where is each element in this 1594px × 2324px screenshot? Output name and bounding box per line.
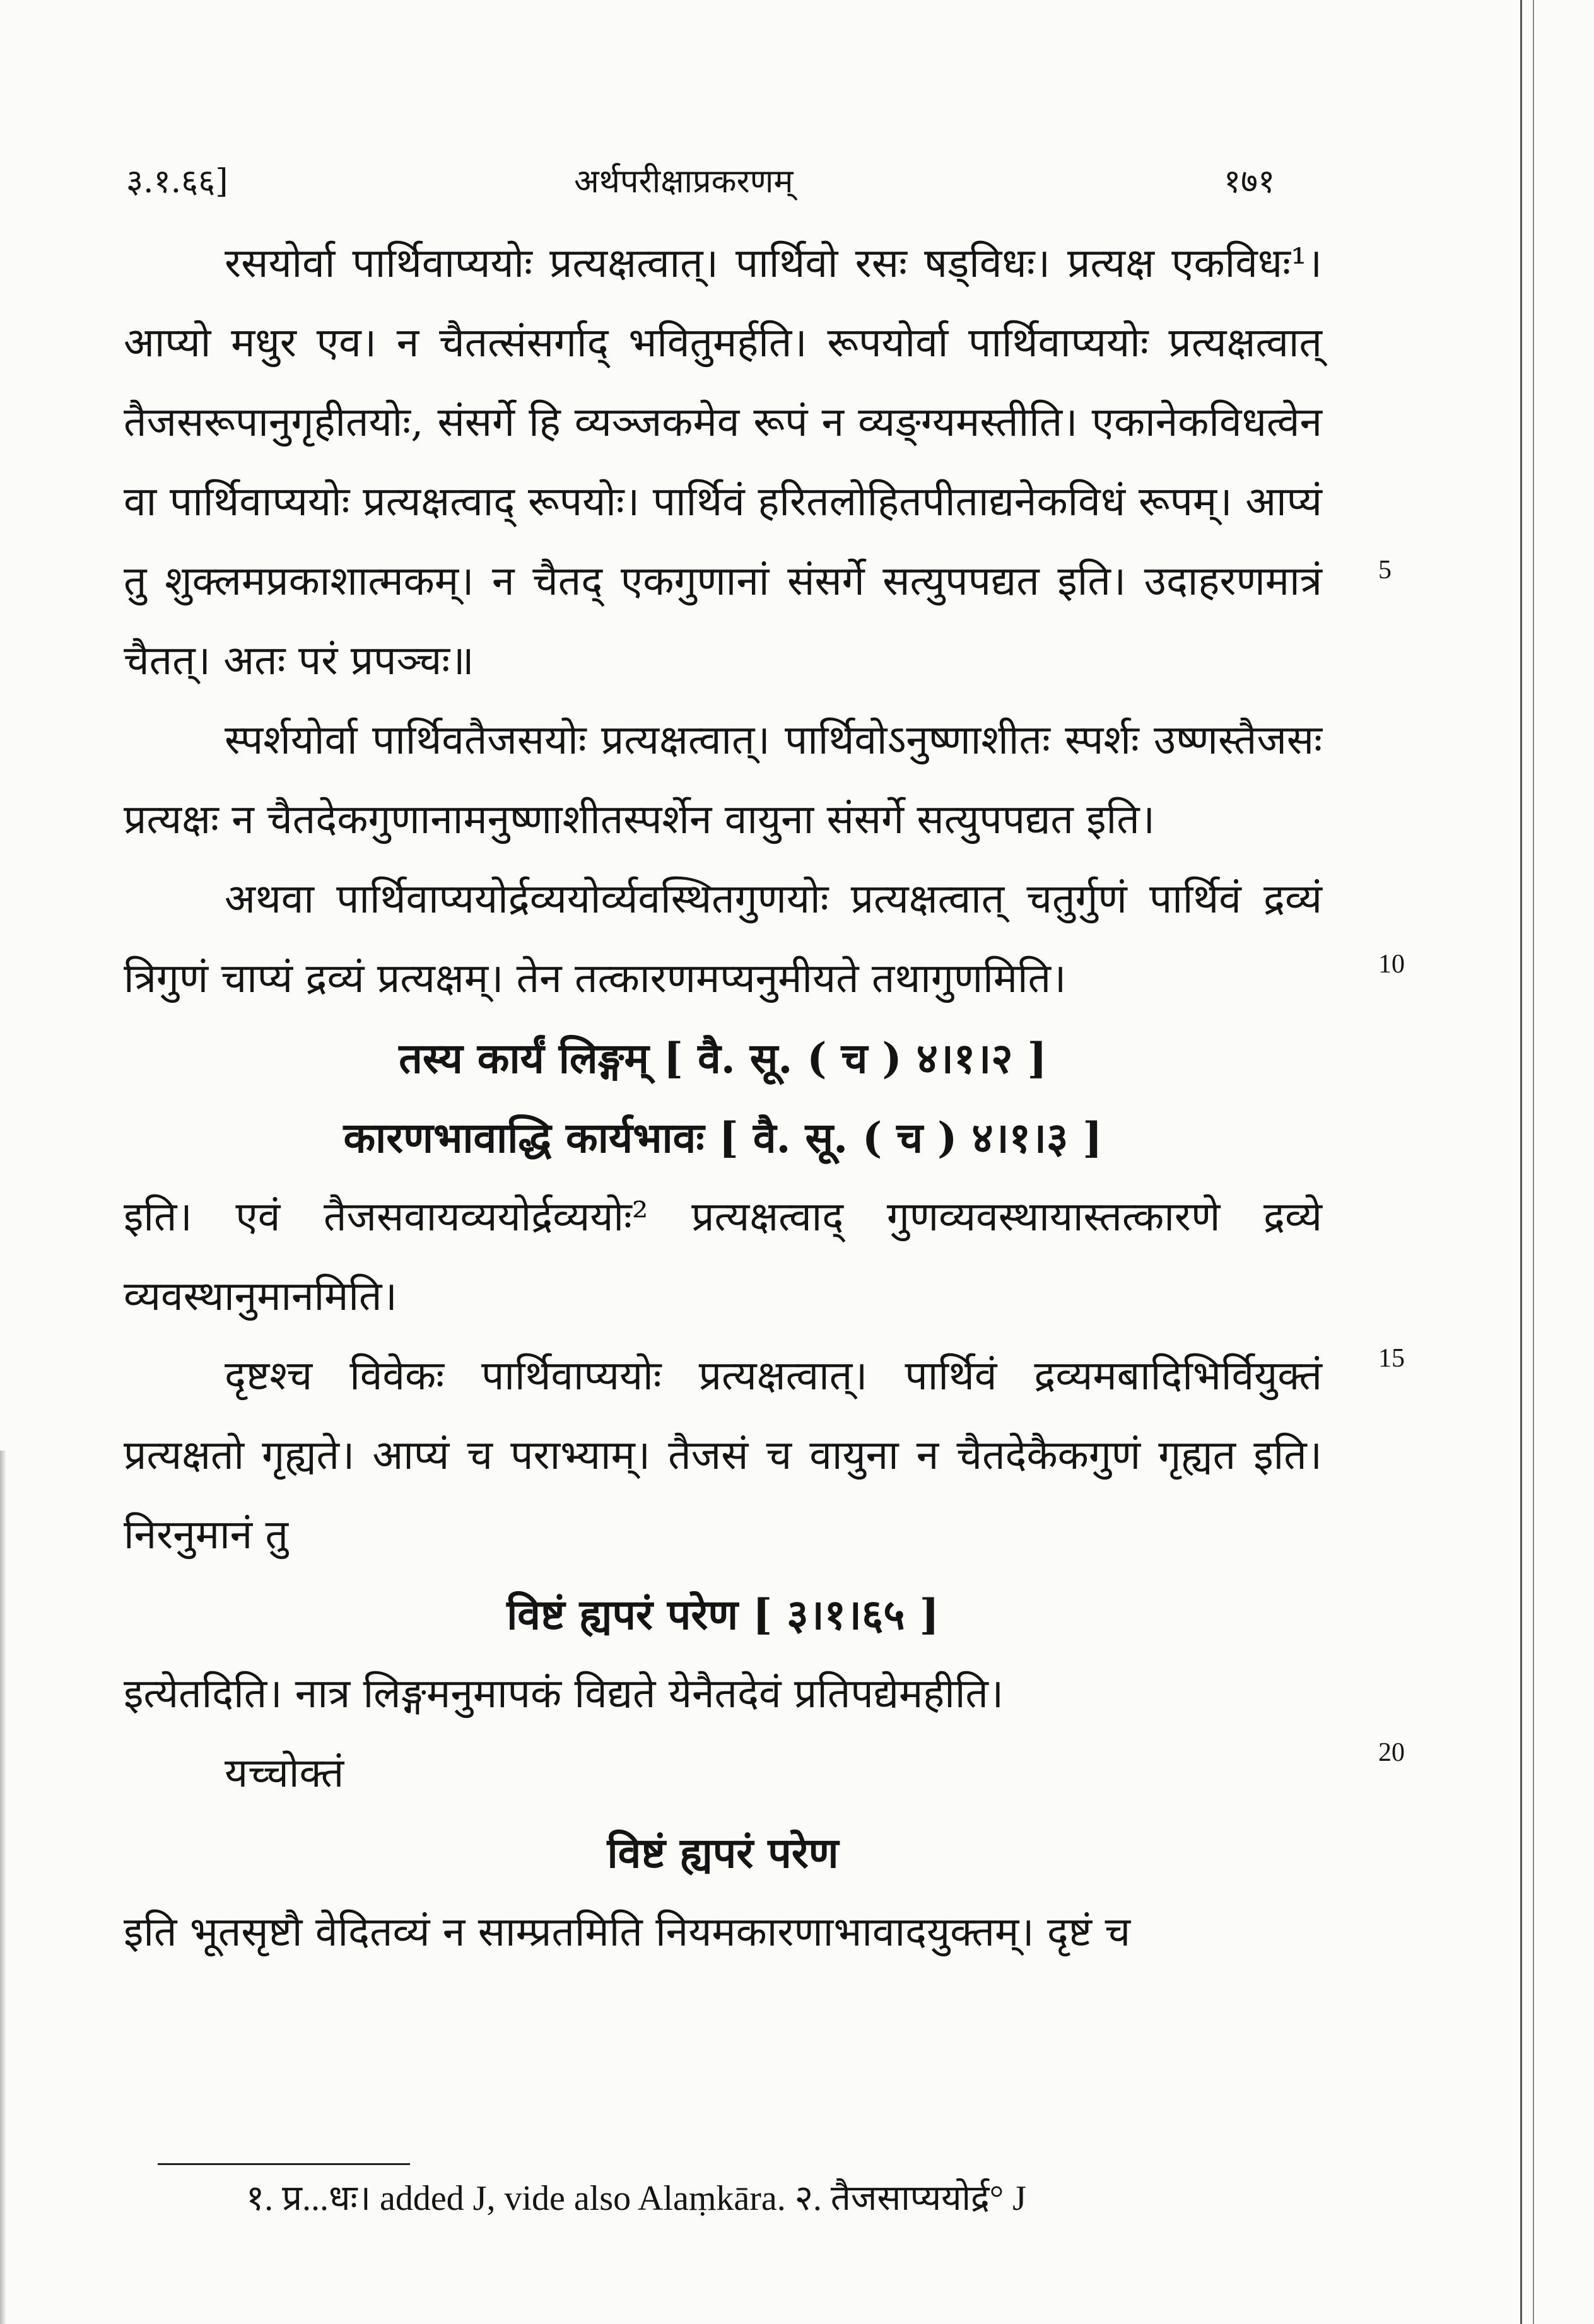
paragraph: रसयोर्वा पार्थिवाप्ययोः प्रत्यक्षत्वात्। पार्थिवो रसः षड्विधः। प्रत्यक्ष एकविधः¹। आप्यो मधुर एव। न चैतत्संसर्गाद् भवितुमर्हति। रूपयोर्वा पार्थिवाप्ययोः प्रत्यक्षत्वात् तैजसरूपानुगृहीतयोः, संसर्गे हि व्यञ्जकमेव रूपं न व्यङ्ग्यमस्तीति। एकानेकविधत्वेन वा पार्थिवाप्ययोः प्रत्यक्षत्वाद् रूपयोः। पार्थिवं हरितलोहितपीताद्यनेकविधं रूपम्। आप्यं तु शुक्लमप्रकाशात्मकम्। न चैतद् एकगुणानां संसर्गे सत्युपपद्यत इति। उदाहरणमात्रं चैतत्। अतः परं प्रपञ्चः॥ bbox=[124, 240, 1322, 684]
page-edge-line bbox=[1520, 0, 1522, 2324]
running-title: अर्थपरीक्षाप्रकरणम् bbox=[574, 163, 794, 201]
footnote: १. प्र...धः। added J, vide also Alaṃkāra. २. तैजसाप्ययोर्द्र° J bbox=[246, 2179, 1026, 2218]
section-number: ३.१.६६] bbox=[126, 163, 228, 201]
paragraph: अथवा पार्थिवाप्ययोर्द्रव्ययोर्व्यवस्थितगुणयोः प्रत्यक्षत्वात् चतुर्गुणं पार्थिवं द्रव्यं त्रिगुणं चाप्यं द्रव्यं प्रत्यक्षम्। तेन तत्कारणमप्यनुमीयते तथागुणमिति। bbox=[124, 876, 1322, 1002]
sutra-heading: विष्टं ह्यपरं परेण bbox=[607, 1828, 839, 1877]
page-number: १७१ bbox=[1224, 163, 1275, 201]
page-edge-shadow bbox=[0, 1451, 6, 2324]
paragraph: दृष्टश्च विवेकः पार्थिवाप्ययोः प्रत्यक्षत्वात्। पार्थिवं द्रव्यमबादिभिर्वियुक्तं प्रत्यक्षतो गृह्यते। आप्यं च पराभ्याम्। तैजसं च वायुना न चैतदेकैकगुणं गृह्यत इति। निरनुमानं तु bbox=[124, 1353, 1322, 1558]
sutra-heading: कारणभावाद्धि कार्यभावः [ वै. सू. ( च ) ४।१।३ ] bbox=[343, 1113, 1103, 1162]
sutra-heading: विष्टं ह्यपरं परेण [ ३।१।६५ ] bbox=[507, 1590, 939, 1639]
paragraph: स्पर्शयोर्वा पार्थिवतैजसयोः प्रत्यक्षत्वात्। पार्थिवोऽनुष्णाशीतः स्पर्शः उष्णस्तैजसः प्रत्यक्षः न चैतदेकगुणानामनुष्णाशीतस्पर्शेन वायुना संसर्गे सत्युपपद्यत इति। bbox=[124, 717, 1322, 843]
paragraph: यच्चोक्तं bbox=[225, 1750, 344, 1797]
main-text bbox=[124, 224, 1322, 1972]
line-number: 15 bbox=[1378, 1344, 1405, 1373]
page-edge-line bbox=[1533, 0, 1534, 2324]
sutra-heading: तस्य कार्यं लिङ्गम् [ वै. सू. ( च ) ४।१।२ ] bbox=[399, 1034, 1047, 1083]
line-number: 20 bbox=[1378, 1738, 1405, 1767]
line-number: 5 bbox=[1378, 556, 1392, 585]
paragraph: इति भूतसृष्टौ वेदितव्यं न साम्प्रतमिति नियमकारणाभावादयुक्तम्। दृष्टं च bbox=[124, 1909, 1131, 1956]
paragraph: इति। एवं तैजसवायव्ययोर्द्रव्ययोः² प्रत्यक्षत्वाद् गुणव्यवस्थायास्तत्कारणे द्रव्ये व्यवस्थानुमानमिति। bbox=[124, 1194, 1322, 1320]
footnote-rule bbox=[158, 2163, 410, 2165]
paragraph: इत्येतदिति। नात्र लिङ्गमनुमापकं विद्यते येनैतदेवं प्रतिपद्येमहीति। bbox=[124, 1671, 1004, 1717]
line-number: 10 bbox=[1378, 950, 1405, 979]
